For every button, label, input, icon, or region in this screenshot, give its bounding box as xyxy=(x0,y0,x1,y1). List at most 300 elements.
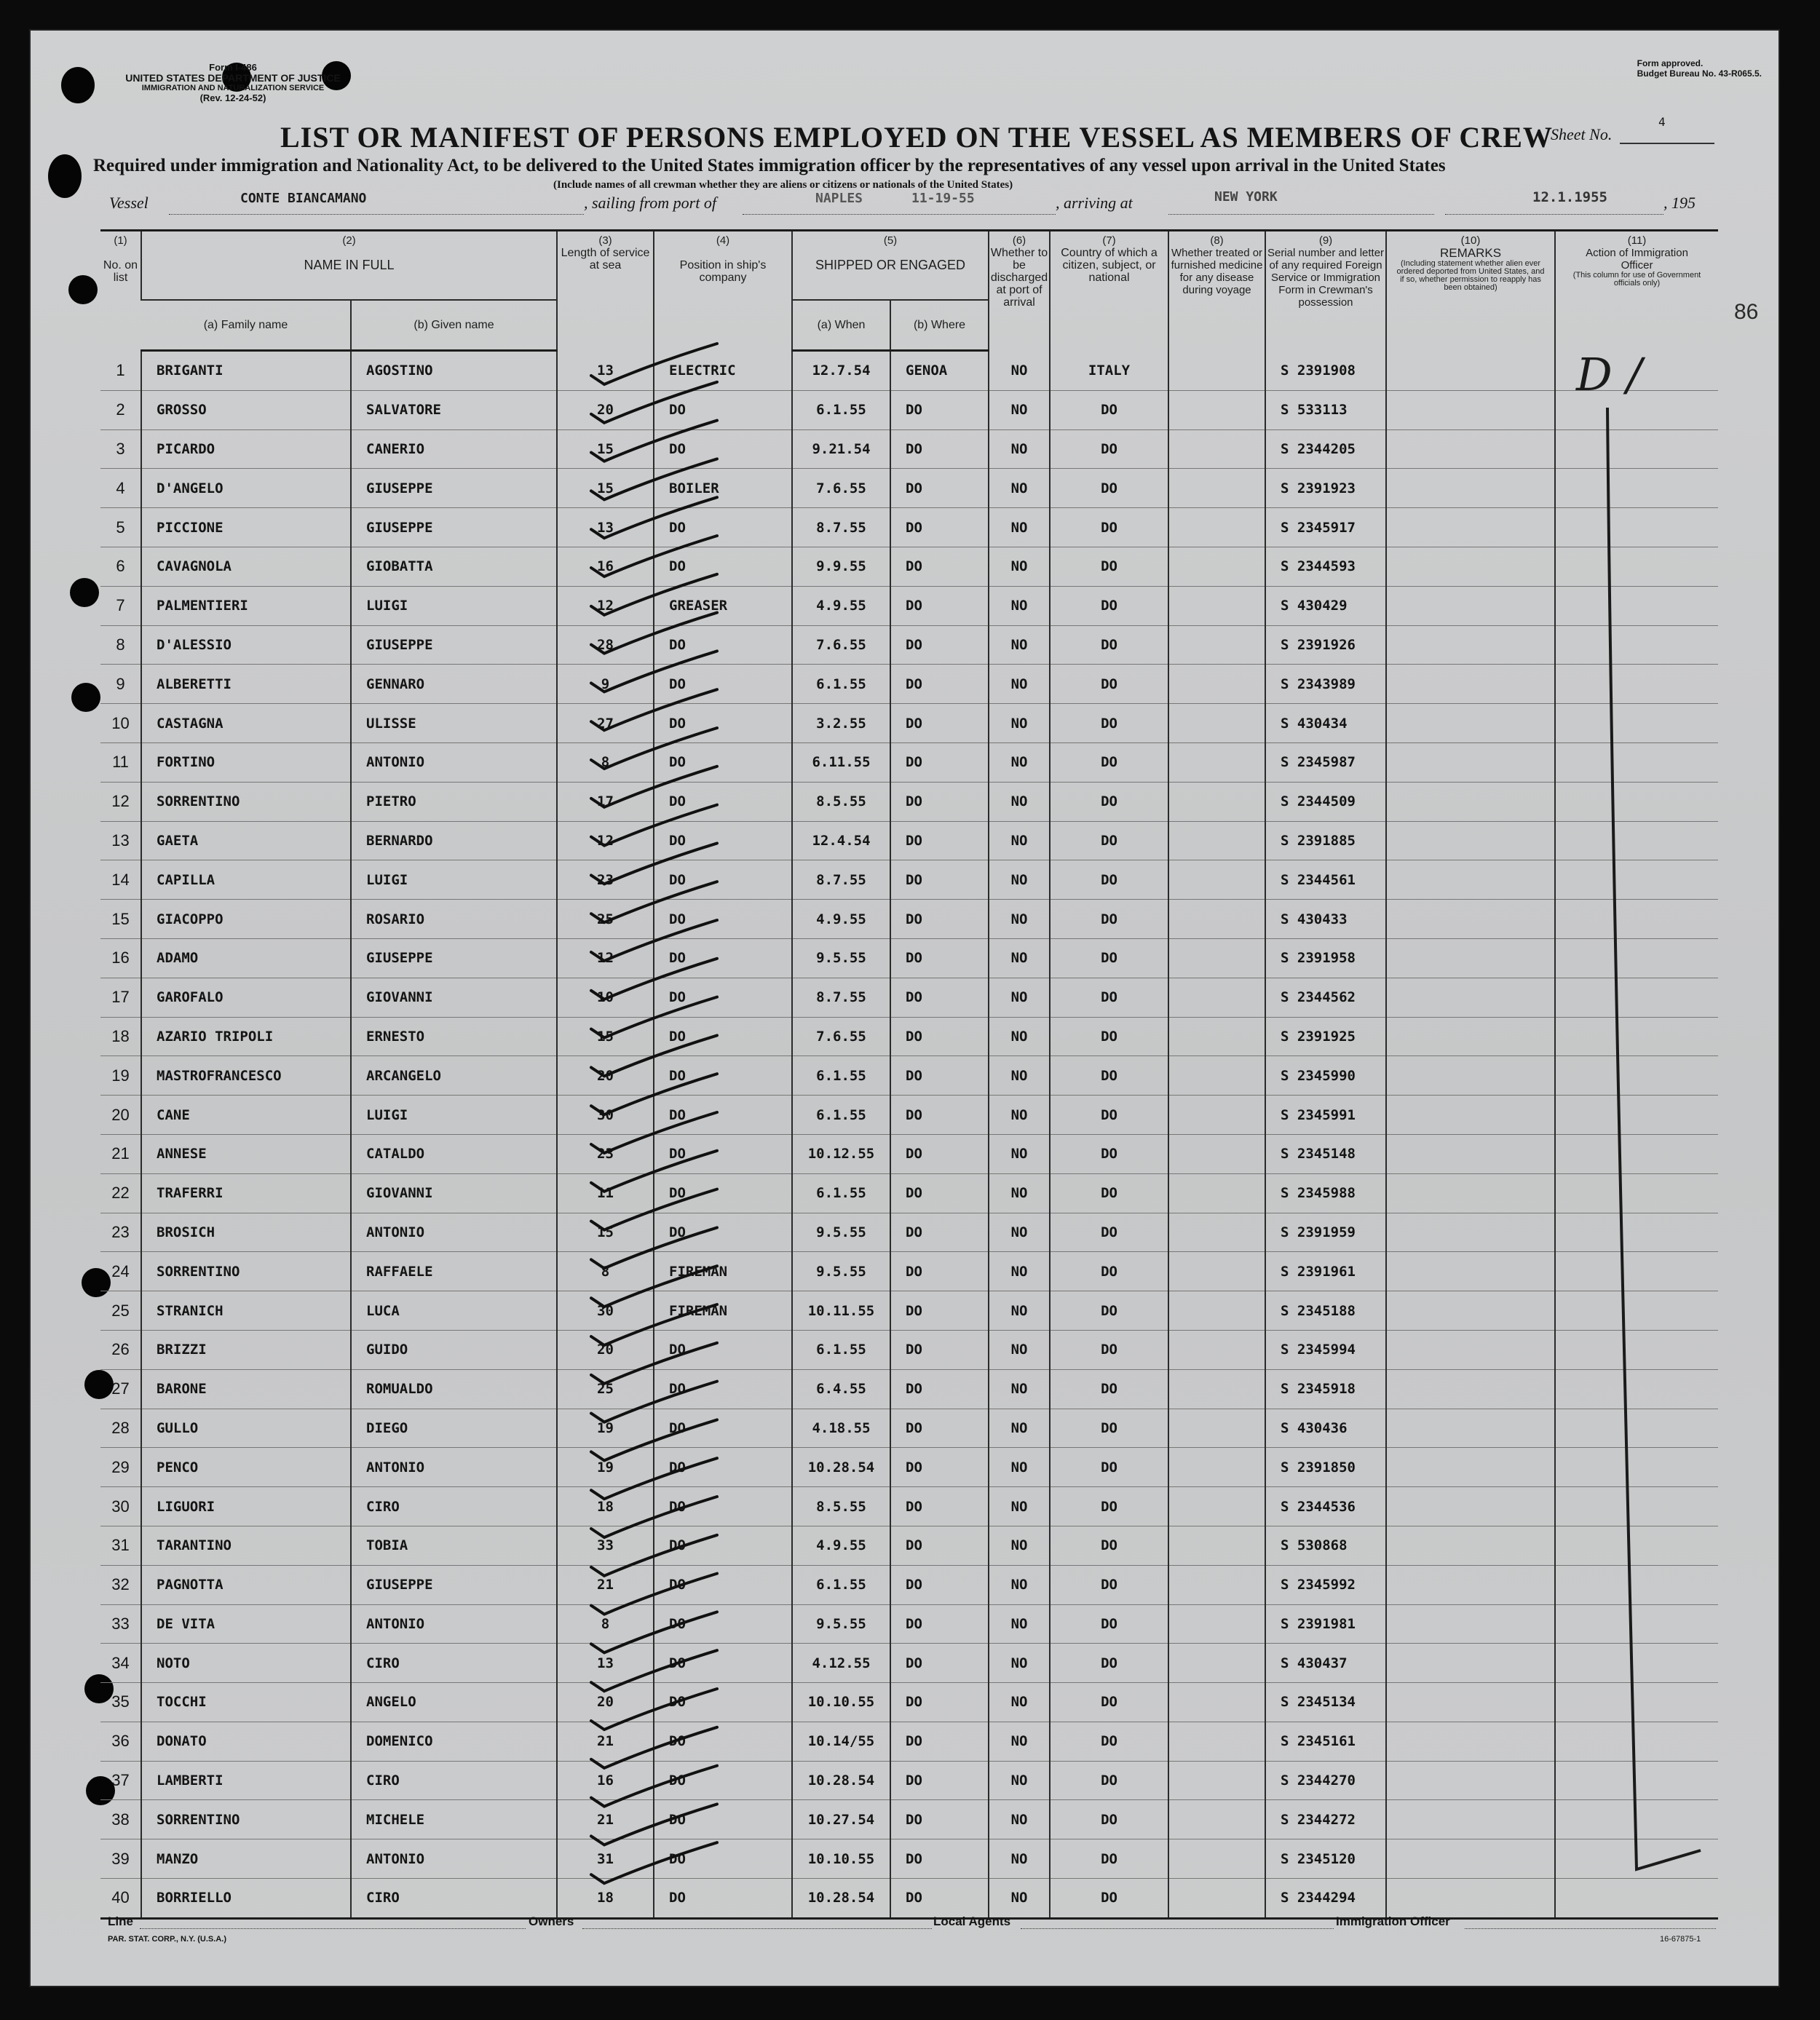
table-row xyxy=(100,1134,1718,1173)
remarks-cell xyxy=(1386,1761,1555,1800)
serial-number: S 2345161 xyxy=(1265,1722,1386,1761)
punch-hole xyxy=(68,275,98,304)
family-name: SORRENTINO xyxy=(141,1252,351,1291)
position: DO xyxy=(654,1604,792,1644)
medicine-cell xyxy=(1168,1879,1265,1919)
medicine-cell xyxy=(1168,1134,1265,1173)
officer-action-cell xyxy=(1555,1526,1718,1565)
table-row xyxy=(100,1448,1718,1487)
service-length: 8 xyxy=(557,742,654,782)
shipped-where: DO xyxy=(890,1604,989,1644)
medicine-cell xyxy=(1168,1291,1265,1331)
table-row xyxy=(100,860,1718,900)
discharge-flag: NO xyxy=(989,1722,1050,1761)
serial-number: S 2345148 xyxy=(1265,1134,1386,1173)
serial-number: S 2344294 xyxy=(1265,1879,1386,1919)
position: DO xyxy=(654,900,792,939)
shipped-when: 7.6.55 xyxy=(792,625,890,665)
table-row xyxy=(100,821,1718,860)
position: DO xyxy=(654,742,792,782)
serial-number: S 2344561 xyxy=(1265,860,1386,900)
officer-action-cell xyxy=(1555,1879,1718,1919)
remarks-cell xyxy=(1386,1330,1555,1369)
given-name: ROSARIO xyxy=(351,900,557,939)
country: DO xyxy=(1050,900,1168,939)
row-number: 14 xyxy=(100,860,141,900)
officer-action-cell xyxy=(1555,742,1718,782)
officer-action-cell xyxy=(1555,1604,1718,1644)
table-row xyxy=(100,390,1718,429)
table-row xyxy=(100,704,1718,743)
medicine-cell xyxy=(1168,704,1265,743)
shipped-when: 8.7.55 xyxy=(792,860,890,900)
row-number: 12 xyxy=(100,782,141,821)
discharge-flag: NO xyxy=(989,1800,1050,1839)
row-number: 24 xyxy=(100,1252,141,1291)
given-name: GIUSEPPE xyxy=(351,508,557,547)
row-number: 30 xyxy=(100,1487,141,1526)
country: DO xyxy=(1050,1252,1168,1291)
officer-action-cell xyxy=(1555,508,1718,547)
serial-number: S 2391923 xyxy=(1265,469,1386,508)
serial-number: S 2345120 xyxy=(1265,1839,1386,1879)
family-name: FORTINO xyxy=(141,742,351,782)
serial-number: S 2345134 xyxy=(1265,1683,1386,1722)
serial-number: S 2345992 xyxy=(1265,1565,1386,1604)
column-header-where: (b) Where xyxy=(890,300,989,351)
shipped-when: 6.1.55 xyxy=(792,1056,890,1096)
service-length: 19 xyxy=(557,1409,654,1448)
position: DO xyxy=(654,704,792,743)
family-name: AZARIO TRIPOLI xyxy=(141,1017,351,1056)
shipped-where: DO xyxy=(890,1409,989,1448)
officer-action-cell xyxy=(1555,1409,1718,1448)
service-length: 13 xyxy=(557,508,654,547)
remarks-cell xyxy=(1386,978,1555,1017)
given-name: LUIGI xyxy=(351,1096,557,1135)
shipped-where: DO xyxy=(890,938,989,978)
table-row xyxy=(100,351,1718,391)
footer-owners-fill xyxy=(582,1928,932,1929)
officer-action-cell xyxy=(1555,1173,1718,1213)
officer-action-cell xyxy=(1555,1683,1718,1722)
given-name: BERNARDO xyxy=(351,821,557,860)
family-name: MASTROFRANCESCO xyxy=(141,1056,351,1096)
service-length: 11 xyxy=(557,1173,654,1213)
table-row xyxy=(100,1800,1718,1839)
medicine-cell xyxy=(1168,742,1265,782)
position: DO xyxy=(654,1409,792,1448)
serial-number: S 2345918 xyxy=(1265,1369,1386,1409)
position: DO xyxy=(654,1369,792,1409)
row-number: 1 xyxy=(100,351,141,391)
discharge-flag: NO xyxy=(989,390,1050,429)
given-name: DIEGO xyxy=(351,1409,557,1448)
discharge-flag: NO xyxy=(989,665,1050,704)
column-header-number: (1) No. on list xyxy=(100,231,141,351)
shipped-when: 10.28.54 xyxy=(792,1448,890,1487)
remarks-cell xyxy=(1386,508,1555,547)
row-number: 28 xyxy=(100,1409,141,1448)
shipped-where: DO xyxy=(890,1252,989,1291)
family-name: TRAFERRI xyxy=(141,1173,351,1213)
medicine-cell xyxy=(1168,665,1265,704)
serial-number: S 2345990 xyxy=(1265,1056,1386,1096)
position: DO xyxy=(654,1134,792,1173)
service-length: 18 xyxy=(557,1487,654,1526)
position: DO xyxy=(654,1761,792,1800)
service-length: 33 xyxy=(557,1526,654,1565)
remarks-cell xyxy=(1386,742,1555,782)
serial-number: S 2345987 xyxy=(1265,742,1386,782)
given-name: CIRO xyxy=(351,1879,557,1919)
shipped-when: 10.27.54 xyxy=(792,1800,890,1839)
officer-action-cell xyxy=(1555,1330,1718,1369)
shipped-where: DO xyxy=(890,1330,989,1369)
officer-action-cell xyxy=(1555,821,1718,860)
shipped-when: 4.9.55 xyxy=(792,586,890,625)
position: DO xyxy=(654,625,792,665)
discharge-flag: NO xyxy=(989,1173,1050,1213)
given-name: GIUSEPPE xyxy=(351,938,557,978)
discharge-flag: NO xyxy=(989,351,1050,391)
serial-number: S 2345188 xyxy=(1265,1291,1386,1331)
position: DO xyxy=(654,1173,792,1213)
country: DO xyxy=(1050,1604,1168,1644)
family-name: GAETA xyxy=(141,821,351,860)
row-number: 40 xyxy=(100,1879,141,1919)
shipped-where: GENOA xyxy=(890,351,989,391)
discharge-flag: NO xyxy=(989,1683,1050,1722)
position: DO xyxy=(654,508,792,547)
service-name: IMMIGRATION AND NATURALIZATION SERVICE xyxy=(141,84,325,92)
serial-number: S 2391925 xyxy=(1265,1017,1386,1056)
serial-number: S 530868 xyxy=(1265,1526,1386,1565)
country: DO xyxy=(1050,704,1168,743)
remarks-cell xyxy=(1386,547,1555,586)
discharge-flag: NO xyxy=(989,1369,1050,1409)
officer-action-cell xyxy=(1555,1644,1718,1683)
medicine-cell xyxy=(1168,1330,1265,1369)
department-name: UNITED STATES DEPARTMENT OF JUSTICE xyxy=(125,72,341,84)
remarks-cell xyxy=(1386,665,1555,704)
medicine-cell xyxy=(1168,351,1265,391)
given-name: ERNESTO xyxy=(351,1017,557,1056)
serial-number: S 2344593 xyxy=(1265,547,1386,586)
shipped-when: 9.5.55 xyxy=(792,1604,890,1644)
serial-number: S 430436 xyxy=(1265,1409,1386,1448)
service-length: 10 xyxy=(557,978,654,1017)
country: DO xyxy=(1050,1487,1168,1526)
sailing-date: 11-19-55 xyxy=(911,191,975,206)
family-name: CAPILLA xyxy=(141,860,351,900)
shipped-when: 8.5.55 xyxy=(792,1487,890,1526)
family-name: TARANTINO xyxy=(141,1526,351,1565)
shipped-when: 10.14/55 xyxy=(792,1722,890,1761)
column-header-when: (a) When xyxy=(792,300,890,351)
arriving-label: , arriving at xyxy=(1056,194,1133,212)
discharge-flag: NO xyxy=(989,1839,1050,1879)
family-name: PALMENTIERI xyxy=(141,586,351,625)
service-length: 13 xyxy=(557,351,654,391)
country: DO xyxy=(1050,1096,1168,1135)
service-length: 23 xyxy=(557,1134,654,1173)
family-name: TOCCHI xyxy=(141,1683,351,1722)
row-number: 38 xyxy=(100,1800,141,1839)
remarks-cell xyxy=(1386,1644,1555,1683)
shipped-when: 8.7.55 xyxy=(792,508,890,547)
form-identifier xyxy=(73,63,393,103)
service-length: 16 xyxy=(557,547,654,586)
discharge-flag: NO xyxy=(989,1213,1050,1252)
column-header-name: (2) NAME IN FULL xyxy=(141,231,557,300)
country: DO xyxy=(1050,1369,1168,1409)
country: DO xyxy=(1050,742,1168,782)
remarks-cell xyxy=(1386,821,1555,860)
given-name: GIUSEPPE xyxy=(351,469,557,508)
shipped-where: DO xyxy=(890,782,989,821)
table-row xyxy=(100,1291,1718,1331)
family-name: DE VITA xyxy=(141,1604,351,1644)
shipped-when: 9.21.54 xyxy=(792,429,890,469)
table-row xyxy=(100,1879,1718,1919)
family-name: PICCIONE xyxy=(141,508,351,547)
given-name: GUIDO xyxy=(351,1330,557,1369)
table-row xyxy=(100,1252,1718,1291)
approval-line-2: Budget Bureau No. 43-R065.5. xyxy=(1637,68,1762,79)
country: DO xyxy=(1050,1409,1168,1448)
row-number: 2 xyxy=(100,390,141,429)
officer-action-cell xyxy=(1555,1369,1718,1409)
country: DO xyxy=(1050,625,1168,665)
discharge-flag: NO xyxy=(989,821,1050,860)
footer-agents-label: Local Agents xyxy=(933,1914,1011,1928)
punch-hole xyxy=(70,578,99,607)
given-name: CIRO xyxy=(351,1644,557,1683)
family-name: PICARDO xyxy=(141,429,351,469)
family-name: NOTO xyxy=(141,1644,351,1683)
footer-officer-fill xyxy=(1465,1928,1716,1929)
medicine-cell xyxy=(1168,625,1265,665)
country: DO xyxy=(1050,1056,1168,1096)
remarks-cell xyxy=(1386,900,1555,939)
row-number: 7 xyxy=(100,586,141,625)
country: DO xyxy=(1050,665,1168,704)
service-length: 21 xyxy=(557,1565,654,1604)
given-name: LUIGI xyxy=(351,860,557,900)
shipped-where: DO xyxy=(890,547,989,586)
serial-number: S 2344562 xyxy=(1265,978,1386,1017)
country: DO xyxy=(1050,1291,1168,1331)
table-row xyxy=(100,782,1718,821)
shipped-when: 6.11.55 xyxy=(792,742,890,782)
discharge-flag: NO xyxy=(989,1604,1050,1644)
given-name: PIETRO xyxy=(351,782,557,821)
row-number: 36 xyxy=(100,1722,141,1761)
table-row xyxy=(100,586,1718,625)
service-length: 9 xyxy=(557,665,654,704)
family-name: ANNESE xyxy=(141,1134,351,1173)
given-name: ANGELO xyxy=(351,1683,557,1722)
officer-action-cell xyxy=(1555,938,1718,978)
position: DO xyxy=(654,782,792,821)
position: DO xyxy=(654,429,792,469)
sailing-label: , sailing from port of xyxy=(584,194,716,212)
footer-officer-label: Immigration Officer xyxy=(1336,1914,1450,1928)
table-row xyxy=(100,1369,1718,1409)
row-number: 34 xyxy=(100,1644,141,1683)
table-row xyxy=(100,938,1718,978)
position: DO xyxy=(654,1565,792,1604)
discharge-flag: NO xyxy=(989,1134,1050,1173)
remarks-cell xyxy=(1386,1409,1555,1448)
given-name: RAFFAELE xyxy=(351,1252,557,1291)
discharge-flag: NO xyxy=(989,900,1050,939)
row-number: 25 xyxy=(100,1291,141,1331)
country: DO xyxy=(1050,1565,1168,1604)
family-name: ALBERETTI xyxy=(141,665,351,704)
service-length: 13 xyxy=(557,1644,654,1683)
discharge-flag: NO xyxy=(989,508,1050,547)
given-name: GIOBATTA xyxy=(351,547,557,586)
serial-number: S 2391981 xyxy=(1265,1604,1386,1644)
serial-number: S 2344272 xyxy=(1265,1800,1386,1839)
discharge-flag: NO xyxy=(989,429,1050,469)
row-number: 6 xyxy=(100,547,141,586)
shipped-where: DO xyxy=(890,1800,989,1839)
medicine-cell xyxy=(1168,1487,1265,1526)
form-approval xyxy=(1637,58,1762,79)
row-number: 11 xyxy=(100,742,141,782)
shipped-when: 4.12.55 xyxy=(792,1644,890,1683)
country: DO xyxy=(1050,1173,1168,1213)
column-header-position: (4) Position in ship's company xyxy=(654,231,792,351)
serial-number: S 2345991 xyxy=(1265,1096,1386,1135)
shipped-where: DO xyxy=(890,1879,989,1919)
table-row xyxy=(100,1604,1718,1644)
serial-number: S 2391959 xyxy=(1265,1213,1386,1252)
country: DO xyxy=(1050,1879,1168,1919)
shipped-where: DO xyxy=(890,1017,989,1056)
discharge-flag: NO xyxy=(989,1056,1050,1096)
discharge-flag: NO xyxy=(989,1487,1050,1526)
remarks-cell xyxy=(1386,1213,1555,1252)
shipped-where: DO xyxy=(890,508,989,547)
shipped-when: 6.1.55 xyxy=(792,1173,890,1213)
given-name: ANTONIO xyxy=(351,1839,557,1879)
country: DO xyxy=(1050,1213,1168,1252)
serial-number: S 2391926 xyxy=(1265,625,1386,665)
serial-number: S 430429 xyxy=(1265,586,1386,625)
shipped-where: DO xyxy=(890,1213,989,1252)
table-row xyxy=(100,1644,1718,1683)
shipped-when: 9.5.55 xyxy=(792,938,890,978)
shipped-when: 12.4.54 xyxy=(792,821,890,860)
discharge-flag: NO xyxy=(989,938,1050,978)
row-number: 35 xyxy=(100,1683,141,1722)
service-length: 12 xyxy=(557,821,654,860)
punch-hole xyxy=(71,683,100,712)
medicine-cell xyxy=(1168,1526,1265,1565)
footer-line-label: Line xyxy=(108,1914,133,1928)
table-row xyxy=(100,1526,1718,1565)
discharge-flag: NO xyxy=(989,547,1050,586)
serial-number: S 2391958 xyxy=(1265,938,1386,978)
remarks-cell xyxy=(1386,625,1555,665)
shipped-where: DO xyxy=(890,1722,989,1761)
shipped-where: DO xyxy=(890,821,989,860)
given-name: CANERIO xyxy=(351,429,557,469)
given-name: DOMENICO xyxy=(351,1722,557,1761)
table-row xyxy=(100,1839,1718,1879)
discharge-flag: NO xyxy=(989,1409,1050,1448)
row-number: 8 xyxy=(100,625,141,665)
serial-number: S 2345917 xyxy=(1265,508,1386,547)
remarks-cell xyxy=(1386,1683,1555,1722)
officer-action-cell xyxy=(1555,782,1718,821)
officer-action-cell xyxy=(1555,1448,1718,1487)
family-name: SORRENTINO xyxy=(141,782,351,821)
sheet-number-value: 4 xyxy=(1658,115,1666,129)
table-row xyxy=(100,900,1718,939)
row-number: 26 xyxy=(100,1330,141,1369)
remarks-cell xyxy=(1386,1291,1555,1331)
row-number: 4 xyxy=(100,469,141,508)
service-length: 15 xyxy=(557,1017,654,1056)
country: DO xyxy=(1050,1683,1168,1722)
position: DO xyxy=(654,1448,792,1487)
shipped-when: 9.5.55 xyxy=(792,1252,890,1291)
remarks-cell xyxy=(1386,1173,1555,1213)
officer-action-cell xyxy=(1555,978,1718,1017)
medicine-cell xyxy=(1168,1056,1265,1096)
remarks-cell xyxy=(1386,1526,1555,1565)
sailing-port: NAPLES xyxy=(815,191,863,206)
serial-number: S 533113 xyxy=(1265,390,1386,429)
row-number: 39 xyxy=(100,1839,141,1879)
remarks-cell xyxy=(1386,1056,1555,1096)
print-code: 16-67875-1 xyxy=(1660,1935,1701,1944)
service-length: 8 xyxy=(557,1252,654,1291)
country: DO xyxy=(1050,1134,1168,1173)
officer-action-cell xyxy=(1555,1252,1718,1291)
serial-number: S 2391885 xyxy=(1265,821,1386,860)
medicine-cell xyxy=(1168,1644,1265,1683)
given-name: ARCANGELO xyxy=(351,1056,557,1096)
family-name: BORRIELLO xyxy=(141,1879,351,1919)
medicine-cell xyxy=(1168,1252,1265,1291)
footer-line-fill xyxy=(140,1928,526,1929)
given-name: SALVATORE xyxy=(351,390,557,429)
service-length: 21 xyxy=(557,1722,654,1761)
shipped-where: DO xyxy=(890,586,989,625)
family-name: ADAMO xyxy=(141,938,351,978)
column-header-serial: (9) Serial number and letter of any required Foreign Service or Immigration Form in Crewman's possession xyxy=(1265,231,1386,351)
medicine-cell xyxy=(1168,1448,1265,1487)
shipped-when: 10.11.55 xyxy=(792,1291,890,1331)
column-header-given-name: (b) Given name xyxy=(351,300,557,351)
given-name: TOBIA xyxy=(351,1526,557,1565)
table-row xyxy=(100,1017,1718,1056)
given-name: CIRO xyxy=(351,1761,557,1800)
medicine-cell xyxy=(1168,978,1265,1017)
shipped-where: DO xyxy=(890,900,989,939)
service-length: 30 xyxy=(557,1096,654,1135)
family-name: STRANICH xyxy=(141,1291,351,1331)
given-name: GENNARO xyxy=(351,665,557,704)
service-length: 19 xyxy=(557,1448,654,1487)
remarks-cell xyxy=(1386,469,1555,508)
